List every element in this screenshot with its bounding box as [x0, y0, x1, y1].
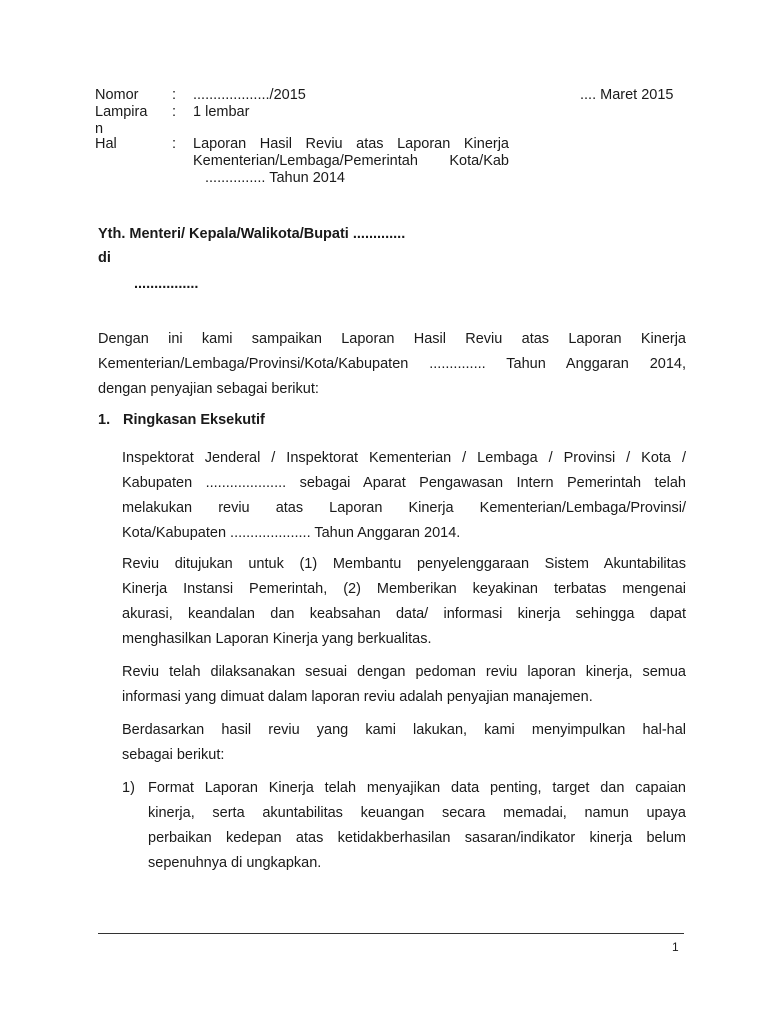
paragraph	[122, 718, 686, 768]
section-heading	[98, 412, 265, 428]
recipient-line: Yth. Menteri/ Kepala/Walikota/Bupati .............	[98, 226, 406, 242]
nomor-label: Nomor	[95, 87, 139, 103]
text-line: Kabupaten .................... sebagai Aparat Pengawasan Intern Pemerintah telah	[122, 475, 686, 491]
paragraph	[122, 660, 686, 710]
section-number: 1.	[98, 412, 111, 428]
list-marker: 1)	[122, 780, 135, 796]
section-title: Ringkasan Eksekutif	[123, 412, 265, 428]
text-line: sebagai berikut:	[122, 747, 225, 763]
paragraph	[122, 552, 686, 652]
text-line: kinerja, serta akuntabilitas keuangan secara memadai, namun upaya	[148, 805, 686, 821]
text-line: perbaikan kedepan atas ketidakberhasilan sasaran/indikator kinerja belum	[148, 830, 686, 846]
page-number: 1	[672, 940, 679, 954]
text-line: akurasi, keandalan dan keabsahan data/ informasi kinerja sehingga dapat	[122, 606, 686, 622]
hal-line: Kementerian/Lembaga/Pemerintah Kota/Kab	[193, 153, 509, 169]
footer-divider	[98, 933, 684, 934]
nomor-colon: :	[172, 87, 177, 103]
intro-paragraph	[98, 327, 686, 402]
lampiran-colon: :	[172, 104, 177, 120]
lampiran-value: 1 lembar	[193, 104, 250, 120]
text-line: Kota/Kabupaten .................... Tahun Anggaran 2014.	[122, 525, 461, 541]
text-line: dengan penyajian sebagai berikut:	[98, 381, 319, 397]
text-line: melakukan reviu atas Laporan Kinerja Kementerian/Lembaga/Provinsi/	[122, 500, 686, 516]
nomor-value: .................../2015	[193, 87, 306, 103]
text-line: sepenuhnya di ungkapkan.	[148, 855, 322, 871]
hal-line: Laporan Hasil Reviu atas Laporan Kinerja	[193, 136, 509, 152]
recipient-di: di	[98, 250, 111, 266]
letter-date: .... Maret 2015	[580, 87, 674, 103]
text-line: informasi yang dimuat dalam laporan reviu adalah penyajian manajemen.	[122, 689, 593, 705]
hal-colon: :	[172, 136, 177, 152]
text-line: Dengan ini kami sampaikan Laporan Hasil Reviu atas Laporan Kinerja	[98, 331, 686, 347]
text-line: Berdasarkan hasil reviu yang kami lakukan, kami menyimpulkan hal-hal	[122, 722, 686, 738]
text-line: Reviu ditujukan untuk (1) Membantu penyelenggaraan Sistem Akuntabilitas	[122, 556, 686, 572]
hal-label: Hal	[95, 136, 117, 152]
text-line: Kinerja Instansi Pemerintah, (2) Memberikan keyakinan terbatas mengenai	[122, 581, 686, 597]
hal-line: ............... Tahun 2014	[205, 170, 345, 186]
recipient-place: ................	[134, 276, 199, 292]
text-line: Kementerian/Lembaga/Provinsi/Kota/Kabupaten .............. Tahun Anggaran 2014,	[98, 356, 686, 372]
lampiran-label-line2: n	[95, 121, 104, 137]
paragraph	[122, 446, 686, 546]
text-line: Inspektorat Jenderal / Inspektorat Kementerian / Lembaga / Provinsi / Kota /	[122, 450, 686, 466]
lampiran-label-line1: Lampira	[95, 104, 148, 120]
list-item-text	[148, 776, 686, 876]
text-line: Reviu telah dilaksanakan sesuai dengan pedoman reviu laporan kinerja, semua	[122, 664, 686, 680]
hal-subject	[193, 136, 509, 187]
text-line: menghasilkan Laporan Kinerja yang berkualitas.	[122, 631, 432, 647]
text-line: Format Laporan Kinerja telah menyajikan data penting, target dan capaian	[148, 780, 686, 796]
